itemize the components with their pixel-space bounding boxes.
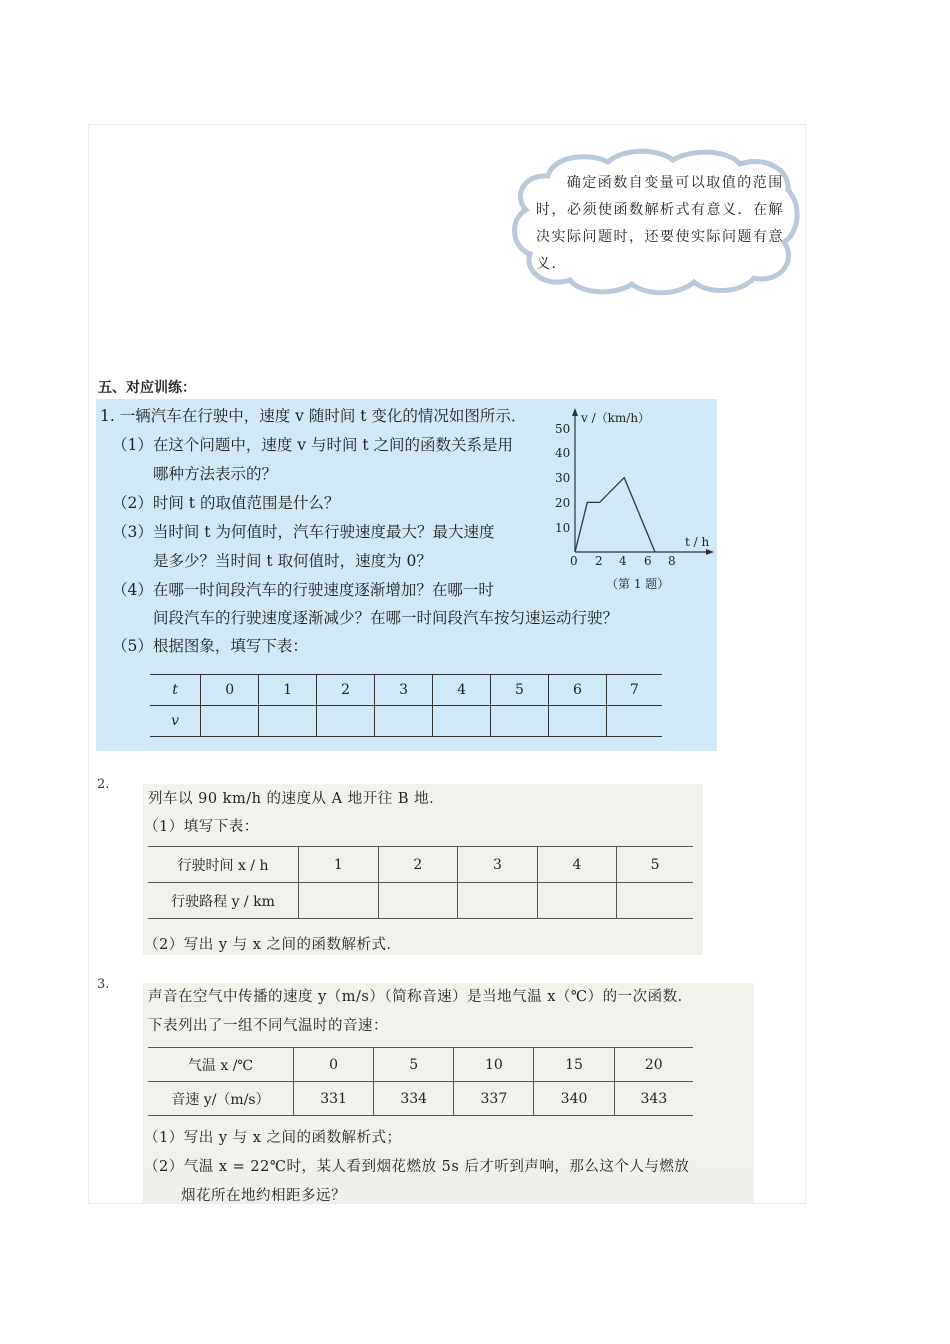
table-cell: [375, 706, 433, 737]
table-cell: 行驶路程 y / km: [148, 883, 299, 919]
table-cell: 343: [614, 1082, 693, 1116]
problem-3-number: 3.: [97, 977, 110, 992]
x-tick-label: 4: [619, 554, 627, 568]
table-cell: [458, 883, 538, 919]
problem-3-part1: （1）写出 y 与 x 之间的函数解析式；: [144, 1130, 402, 1146]
table-cell: 2: [317, 675, 375, 706]
problem-1-line: 是多少？当时间 t 取何值时，速度为 0？: [153, 552, 432, 570]
y-tick-label: 50: [555, 422, 571, 436]
table-cell: 10: [454, 1048, 534, 1082]
y-axis-arrow: [572, 408, 578, 416]
velocity-graph: [548, 404, 720, 604]
y-tick-label: 10: [555, 521, 571, 535]
table-cell: 音速 y/（m/s）: [148, 1082, 294, 1116]
y-tick-label: 20: [555, 496, 571, 510]
table-cell: 1: [259, 675, 317, 706]
problem-2-number: 2.: [97, 777, 110, 792]
table-cell: [259, 706, 317, 737]
problem-3-table: [148, 1047, 693, 1116]
x-tick-label: 2: [595, 554, 603, 568]
table-row: [148, 847, 693, 883]
velocity-line: [575, 478, 655, 552]
problem-3-intro: 下表列出了一组不同气温时的音速：: [148, 1018, 388, 1034]
table-cell: 337: [454, 1082, 534, 1116]
x-axis-arrow: [706, 549, 714, 555]
table-cell: 行驶时间 x / h: [148, 847, 299, 883]
table-cell: 气温 x /℃: [148, 1048, 294, 1082]
table-cell: [548, 706, 606, 737]
table-cell: [317, 706, 375, 737]
table-cell: 4: [537, 847, 617, 883]
y-tick-label: 40: [555, 446, 571, 460]
table-cell: 0: [294, 1048, 374, 1082]
table-cell: 3: [458, 847, 538, 883]
table-cell: 5: [617, 847, 693, 883]
table-cell: 7: [606, 675, 662, 706]
table-cell: 6: [548, 675, 606, 706]
y-tick-label: 30: [555, 471, 571, 485]
x-tick-label: 6: [644, 554, 652, 568]
table-cell: v: [150, 706, 201, 737]
y-axis-label: v /（km/h）: [581, 411, 651, 425]
problem-1-line: 间段汽车的行驶速度逐渐减少？在哪一时间段汽车按匀速运动行驶？: [153, 609, 619, 627]
table-cell: 340: [534, 1082, 614, 1116]
table-cell: [537, 883, 617, 919]
table-cell: 15: [534, 1048, 614, 1082]
table-cell: [299, 883, 379, 919]
table-cell: t: [150, 675, 201, 706]
problem-3-part2: （2）气温 x = 22℃时，某人看到烟花燃放 5s 后才听到声响，那么这个人与燃放: [144, 1159, 690, 1175]
x-tick-label: 0: [570, 554, 578, 568]
table-cell: 5: [374, 1048, 454, 1082]
table-cell: [378, 883, 458, 919]
problem-1-line: （5）根据图象，填写下表：: [112, 637, 308, 655]
cloud-note: 确定函数自变量可以取值的范围时，必须使函数解析式有意义．在解决实际问题时，还要使实际问题有意义．: [536, 175, 784, 272]
table-cell: [201, 706, 259, 737]
table-cell: [606, 706, 662, 737]
section-heading: 五、对应训练：: [98, 380, 196, 396]
x-axis-label: t / h: [685, 535, 710, 549]
table-cell: 1: [299, 847, 379, 883]
problem-3-intro: 声音在空气中传播的速度 y（m/s）（简称音速）是当地气温 x（℃）的一次函数．: [148, 989, 693, 1005]
table-cell: 4: [433, 675, 491, 706]
table-cell: [433, 706, 491, 737]
table-cell: 334: [374, 1082, 454, 1116]
table-row: [148, 1048, 693, 1082]
problem-1-line: （3）当时间 t 为何值时，汽车行驶速度最大？最大速度: [112, 523, 495, 541]
table-cell: 0: [201, 675, 259, 706]
x-tick-label: 8: [668, 554, 676, 568]
problem-2-part1: （1）填写下表：: [144, 819, 259, 835]
table-row: [150, 675, 662, 706]
table-cell: 5: [491, 675, 549, 706]
table-row: [148, 1082, 693, 1116]
problem-3-part2-cont: 烟花所在地约相距多远？: [181, 1188, 346, 1204]
table-cell: 2: [378, 847, 458, 883]
problem-1-line: （4）在哪一时间段汽车的行驶速度逐渐增加？在哪一时: [112, 581, 494, 599]
table-row: [150, 706, 662, 737]
problem-1-line: 哪种方法表示的？: [153, 465, 278, 483]
table-row: [148, 883, 693, 919]
table-cell: [617, 883, 693, 919]
problem-1-line: （1）在这个问题中，速度 v 与时间 t 之间的函数关系是用: [112, 436, 514, 454]
problem-2-table: [148, 846, 693, 919]
table-cell: 331: [294, 1082, 374, 1116]
table-cell: 20: [614, 1048, 693, 1082]
table-cell: 3: [375, 675, 433, 706]
problem-1-table: [150, 674, 662, 737]
problem-2-intro: 列车以 90 km/h 的速度从 A 地开往 B 地．: [148, 791, 445, 807]
table-cell: [491, 706, 549, 737]
problem-1-line: 1. 一辆汽车在行驶中，速度 v 随时间 t 变化的情况如图所示．: [100, 407, 527, 425]
graph-caption: （第 1 题）: [606, 577, 670, 591]
problem-2-part2: （2）写出 y 与 x 之间的函数解析式．: [144, 937, 402, 953]
problem-1-line: （2）时间 t 的取值范围是什么？: [112, 494, 340, 512]
